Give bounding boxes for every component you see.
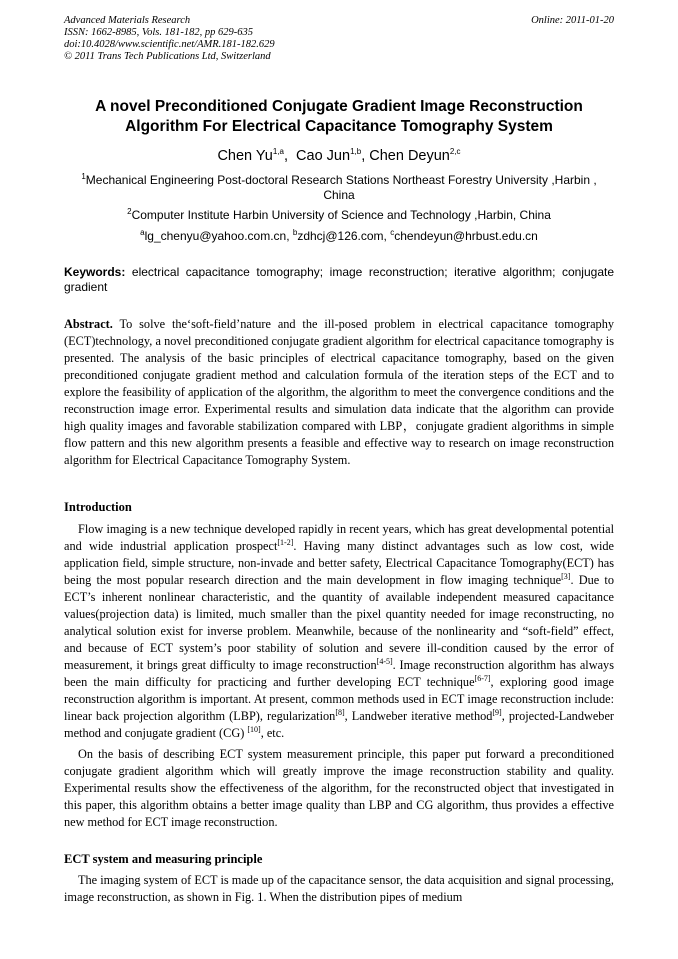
intro-text-a: Flow imaging is a new technique developed rapidly in recent years, which has great developmental potential and wide industrial application prospect [64,522,614,553]
keywords-text: electrical capacitance tomography; image reconstruction; iterative algorithm; conjugate gradient [64,265,614,294]
affiliation-1-sup: 1 [81,172,86,181]
doi-line: doi:10.4028/www.scientific.net/AMR.181-182.629 [64,39,275,50]
intro-text-d: . Image reconstruction algorithm has always been the main difficulty for practicing and further developing ECT technique [64,658,614,689]
introduction-heading: Introduction [64,500,132,514]
abstract-label: Abstract. [64,317,113,331]
email-b: zdhcj@126.com, [297,229,391,243]
intro-text-f: , Landweber iterative method [344,709,493,723]
abstract [64,316,614,469]
email-a-sup: a [140,228,145,237]
affiliation-1 [64,173,614,203]
affiliation-1-text: Mechanical Engineering Post-doctoral Research Stations Northeast Forestry University ,Harbin , China [85,173,597,202]
email-b-sup: b [292,228,298,237]
issn-line: ISSN: 1662-8985, Vols. 181-182, pp 629-635 [64,27,253,38]
journal-name: Advanced Materials Research [64,15,191,26]
affiliation-2-sup: 2 [127,207,132,216]
author-1-sup: 1,a [272,147,284,157]
author-3-sup: 2,c [449,147,461,157]
ref-4-5: [4-5] [376,656,393,666]
author-3: Chen Deyun [369,148,450,164]
abstract-text: To solve the‘soft-field’nature and the ill-posed problem in electrical capacitance tomography (ECT)technology, a novel preconditioned conjugate gradient algorithm for electrical capacitance tomography is presented. The analysis of the basic principles of electrical capacitance tomography, based on the given preconditioned conjugate gradient method and calculation formula of the iteration steps of the ECT and to explore the feasibility of application of the algorithm, the algorithm to meet the convergence conditions and the reconstruction image error. Experimental results and simulation data indicate that the algorithm can provide high quality images and favorable stabilization compared with LBP，conjugate gradient algorithms in simple flow pattern and this new algorithm presents a feasible and effective way to research on image reconstruction algorithm for Electrical Capacitance Tomography System. [64,317,614,467]
email-line [64,229,614,244]
intro-text-h: , etc. [260,726,285,740]
introduction-paragraph-2: On the basis of describing ECT system measurement principle, this paper put forward a preconditioned conjugate gradient algorithm which will greatly improve the image reconstruction stability and quality. Experimental results show the effectiveness of the algorithm, for the reconstructed object that investigated in this paper, this algorithm obtains a better image quality than LBP and CG algorithm, thus provides a effective new method for ECT image reconstruction. [64,747,614,829]
email-a: lg_chenyu@yahoo.com.cn, [144,229,293,243]
author-2-sup: 1,b [350,147,362,157]
journal-header [64,15,275,63]
ref-9: [9] [492,707,502,717]
email-c: chendeyun@hrbust.edu.cn [394,229,538,243]
affiliation-2 [64,208,614,223]
ect-section-paragraph-1: The imaging system of ECT is made up of the capacitance sensor, the data acquisition and signal processing, image reconstruction, as shown in Fig. 1. When the distribution pipes of medium [64,873,614,904]
ect-section-heading: ECT system and measuring principle [64,852,263,866]
ref-1-2: [1-2] [277,537,294,547]
online-date: Online: 2011-01-20 [531,15,614,26]
ref-6-7: [6-7] [474,673,491,683]
intro-text-g: , projected-Landweber method and conjugate gradient (CG) [64,709,615,740]
ref-8: [8] [335,707,345,717]
introduction-paragraph-1 [64,521,614,742]
author-list: Chen Yu$^{1,a}$, Cao Jun$^{1,b}$, Chen Deyun$^{2,c}$ [217,147,461,164]
intro-text-e: , exploring good image reconstruction algorithm is important. At present, common methods used in ECT image reconstruction include: linear back projection algorithm (LBP), regularization [64,675,614,723]
affiliation-2-text: Computer Institute Harbin University of Science and Technology ,Harbin, China [131,208,551,222]
author-1: Chen Yu [217,148,273,164]
author-2: Cao Jun [296,148,351,164]
intro-text-b: . Having many distinct advantages such as low cost, wide application field, simple structure, non-invade and better safety, Electrical Capacitance Tomography(ECT) has being the most popular research direction and the main development in flow imaging technique [64,539,614,587]
paper-title [64,97,614,137]
ref-10: [10] [247,724,261,734]
intro-text-c: . Due to ECT’s inherent nonlinear characteristic, and the quantity of available independent measured capacitance values(projection data) is limited, much smaller than the pixel quantity needed for image reconstructing, no analytical solution exist for inverse problem. Meanwhile, because of the nonlinearity and “soft-field” effect, and because of ECT system’s poor stability of solution and severe ill-condition caused by the error of measurement, it brings great difficulty to image reconstruction [64,573,614,672]
email-c-sup: c [390,228,395,237]
ref-3: [3] [561,571,571,581]
keywords-label: Keywords: [64,265,126,279]
copyright-line: © 2011 Trans Tech Publications Ltd, Switzerland [64,51,271,62]
keywords [64,265,614,295]
title-line-2: Algorithm For Electrical Capacitance Tomography System [125,118,553,135]
title-line-1: A novel Preconditioned Conjugate Gradient Image Reconstruction [95,98,583,115]
